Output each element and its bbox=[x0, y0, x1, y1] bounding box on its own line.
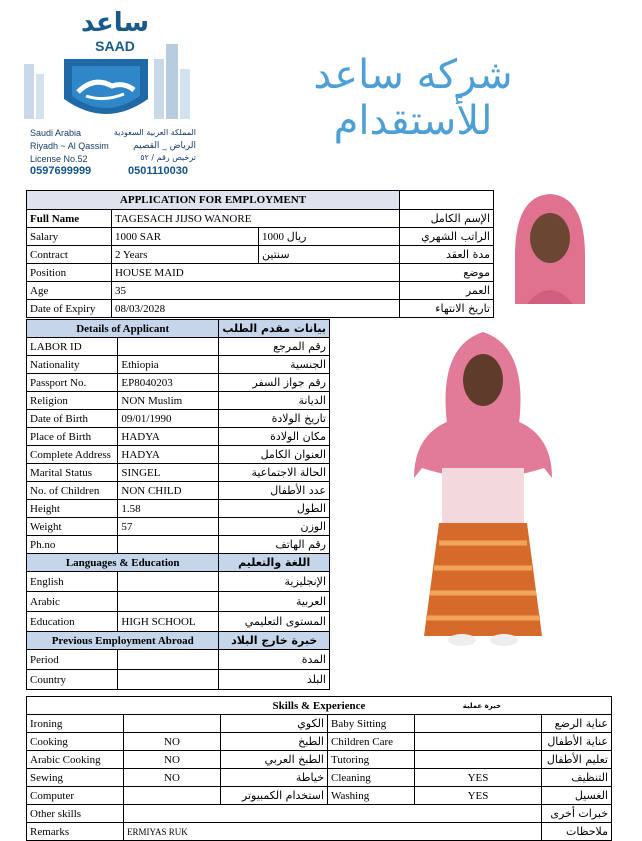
skill-label: Ironing bbox=[27, 715, 124, 733]
skill-row bbox=[27, 733, 612, 751]
detail-label: Ph.no bbox=[27, 536, 118, 554]
row-full-name bbox=[27, 210, 494, 228]
skill-value bbox=[415, 733, 542, 751]
skill-value bbox=[415, 715, 542, 733]
detail-label-ar: الطول bbox=[219, 500, 330, 518]
detail-label-ar: رقم جواز السفر bbox=[219, 374, 330, 392]
detail-row bbox=[27, 464, 330, 482]
languages-header: Languages & Education bbox=[27, 554, 219, 572]
value-salary-ar: 1000 ريال bbox=[259, 228, 400, 246]
label-contract-ar: مدة العقد bbox=[400, 246, 494, 264]
detail-row bbox=[27, 500, 330, 518]
previous-employment-header-ar: خبرة خارج البلاد bbox=[219, 632, 330, 650]
language-label-ar: المستوى التعليمي bbox=[219, 612, 330, 632]
logo-country-ar: المملكة العربية السعودية bbox=[113, 128, 196, 137]
detail-row bbox=[27, 338, 330, 356]
value-salary: 1000 SAR bbox=[112, 228, 259, 246]
detail-value: 09/01/1990 bbox=[118, 410, 219, 428]
detail-label: LABOR ID bbox=[27, 338, 118, 356]
skill-value: YES bbox=[415, 769, 542, 787]
skill-label-ar: عناية الرضع bbox=[542, 715, 612, 733]
value-contract-ar: سنتين bbox=[259, 246, 400, 264]
remarks-label: Remarks bbox=[27, 823, 124, 841]
logo-city-ar: الرياض _ القصيم bbox=[133, 141, 196, 151]
logo-name-ar: ساعد bbox=[80, 8, 150, 38]
other-skills-label-ar: خبرات أخرى bbox=[542, 805, 612, 823]
logo-city-en: Riyadh ~ Al Qassim bbox=[30, 141, 109, 151]
previous-label-ar: المدة bbox=[219, 650, 330, 670]
row-position bbox=[27, 264, 494, 282]
label-age-ar: العمر bbox=[400, 282, 494, 300]
detail-label: Weight bbox=[27, 518, 118, 536]
logo-phone-1: 0597699999 bbox=[30, 165, 92, 177]
previous-employment-header: Previous Employment Abroad bbox=[27, 632, 219, 650]
previous-label-ar: البلد bbox=[219, 670, 330, 690]
detail-value: 1.58 bbox=[118, 500, 219, 518]
detail-label: Passport No. bbox=[27, 374, 118, 392]
detail-label: Place of Birth bbox=[27, 428, 118, 446]
applicant-photo-full bbox=[354, 318, 612, 694]
detail-value bbox=[118, 536, 219, 554]
detail-label-ar: العنوان الكامل bbox=[219, 446, 330, 464]
skill-label: Washing bbox=[328, 787, 415, 805]
label-age: Age bbox=[27, 282, 112, 300]
skill-label: Computer bbox=[27, 787, 124, 805]
application-header-table bbox=[26, 190, 494, 318]
skill-value bbox=[415, 751, 542, 769]
details-header: Details of Applicant bbox=[27, 320, 219, 338]
skill-label: Sewing bbox=[27, 769, 124, 787]
detail-value: HADYA bbox=[118, 446, 219, 464]
skill-row bbox=[27, 787, 612, 805]
detail-label: No. of Children bbox=[27, 482, 118, 500]
detail-label-ar: الجنسية bbox=[219, 356, 330, 374]
label-contract: Contract bbox=[27, 246, 112, 264]
skill-value: NO bbox=[124, 769, 221, 787]
language-value bbox=[118, 592, 219, 612]
skill-label-ar: التنظيف bbox=[542, 769, 612, 787]
language-row bbox=[27, 572, 330, 592]
detail-label-ar: الوزن bbox=[219, 518, 330, 536]
skill-value: YES bbox=[415, 787, 542, 805]
language-value: HIGH SCHOOL bbox=[118, 612, 219, 632]
previous-label: Period bbox=[27, 650, 118, 670]
detail-row bbox=[27, 518, 330, 536]
skill-value: NO bbox=[124, 751, 221, 769]
other-skills-value bbox=[124, 805, 542, 823]
skill-label-ar: تعليم الأطفال bbox=[542, 751, 612, 769]
skill-label-ar: الكوي bbox=[221, 715, 328, 733]
detail-value: SINGEL bbox=[118, 464, 219, 482]
previous-value bbox=[118, 670, 219, 690]
label-expiry: Date of Expiry bbox=[27, 300, 112, 318]
skill-row bbox=[27, 715, 612, 733]
detail-row bbox=[27, 410, 330, 428]
value-full-name: TAGESACH JIJSO WANORE bbox=[112, 210, 400, 228]
detail-label-ar: مكان الولادة bbox=[219, 428, 330, 446]
skill-row bbox=[27, 751, 612, 769]
skills-header-cell bbox=[27, 697, 612, 715]
skill-label-ar: استخدام الكمبيوتر bbox=[221, 787, 328, 805]
detail-row bbox=[27, 536, 330, 554]
detail-label-ar: تاريخ الولادة bbox=[219, 410, 330, 428]
row-salary bbox=[27, 228, 494, 246]
skill-label: Arabic Cooking bbox=[27, 751, 124, 769]
value-contract: 2 Years bbox=[112, 246, 259, 264]
detail-row bbox=[27, 428, 330, 446]
detail-row bbox=[27, 374, 330, 392]
remarks-value: ERMIYAS RUK bbox=[124, 823, 542, 841]
skill-label: Baby Sitting bbox=[328, 715, 415, 733]
skill-label-ar: الغسيل bbox=[542, 787, 612, 805]
label-position: Position bbox=[27, 264, 112, 282]
label-salary: Salary bbox=[27, 228, 112, 246]
languages-header-ar: اللغة والتعليم bbox=[219, 554, 330, 572]
previous-row bbox=[27, 670, 330, 690]
skills-header-ar: خبرة عملية bbox=[462, 702, 501, 710]
detail-value: NON Muslim bbox=[118, 392, 219, 410]
language-label: Arabic bbox=[27, 592, 118, 612]
skill-label: Cooking bbox=[27, 733, 124, 751]
logo-license-ar: ترخيص رقم / ٥٢ bbox=[140, 153, 196, 162]
detail-value: Ethiopia bbox=[118, 356, 219, 374]
skill-row bbox=[27, 769, 612, 787]
label-position-ar: موضع bbox=[400, 264, 494, 282]
detail-row bbox=[27, 446, 330, 464]
details-header-ar: بيانات مقدم الطلب bbox=[219, 320, 330, 338]
detail-value bbox=[118, 338, 219, 356]
detail-label-ar: عدد الأطفال bbox=[219, 482, 330, 500]
skill-label-ar: الطبخ bbox=[221, 733, 328, 751]
label-full-name: Full Name bbox=[27, 210, 112, 228]
language-row bbox=[27, 592, 330, 612]
value-position: HOUSE MAID bbox=[112, 264, 400, 282]
detail-value: NON CHILD bbox=[118, 482, 219, 500]
value-expiry: 08/03/2028 bbox=[112, 300, 400, 318]
details-table bbox=[26, 319, 330, 690]
detail-label: Date of Birth bbox=[27, 410, 118, 428]
company-name-ar: شركه ساعد للأستقدام bbox=[313, 52, 513, 144]
detail-row bbox=[27, 482, 330, 500]
detail-label: Nationality bbox=[27, 356, 118, 374]
label-expiry-ar: تاريخ الانتهاء bbox=[400, 300, 494, 318]
detail-label-ar: الحالة الاجتماعية bbox=[219, 464, 330, 482]
detail-label-ar: الديانة bbox=[219, 392, 330, 410]
detail-row bbox=[27, 356, 330, 374]
language-row bbox=[27, 612, 330, 632]
detail-value: 57 bbox=[118, 518, 219, 536]
language-label: English bbox=[27, 572, 118, 592]
row-age bbox=[27, 282, 494, 300]
remarks-row bbox=[27, 823, 612, 841]
detail-value: HADYA bbox=[118, 428, 219, 446]
logo-country-en: Saudi Arabia bbox=[30, 128, 82, 138]
detail-label: Religion bbox=[27, 392, 118, 410]
skill-label-ar: خياطة bbox=[221, 769, 328, 787]
remarks-label-ar: ملاحظات bbox=[542, 823, 612, 841]
skill-label: Tutoring bbox=[328, 751, 415, 769]
logo-phone-2: 0501110030 bbox=[128, 165, 188, 177]
label-salary-ar: الراتب الشهري bbox=[400, 228, 494, 246]
detail-row bbox=[27, 392, 330, 410]
detail-label: Complete Address bbox=[27, 446, 118, 464]
language-label-ar: الإنجليزية bbox=[219, 572, 330, 592]
other-skills-row bbox=[27, 805, 612, 823]
skills-table bbox=[26, 696, 612, 841]
skill-value bbox=[124, 715, 221, 733]
skills-header: Skills & Experience bbox=[272, 699, 366, 712]
detail-label: Marital Status bbox=[27, 464, 118, 482]
value-age: 35 bbox=[112, 282, 400, 300]
skill-value: NO bbox=[124, 733, 221, 751]
previous-value bbox=[118, 650, 219, 670]
row-contract bbox=[27, 246, 494, 264]
language-label: Education bbox=[27, 612, 118, 632]
language-value bbox=[118, 572, 219, 592]
skill-label-ar: عناية الأطفال bbox=[542, 733, 612, 751]
other-skills-label: Other skills bbox=[27, 805, 124, 823]
skill-label-ar: الطبخ العربي bbox=[221, 751, 328, 769]
label-full-name-ar: الإسم الكامل bbox=[400, 210, 494, 228]
logo-name-en: SAAD bbox=[95, 38, 135, 54]
detail-label-ar: رقم المرجع bbox=[219, 338, 330, 356]
detail-value: EP8040203 bbox=[118, 374, 219, 392]
detail-label: Height bbox=[27, 500, 118, 518]
previous-label: Country bbox=[27, 670, 118, 690]
applicant-photo-small bbox=[497, 186, 603, 304]
logo-license-en: License No.52 bbox=[30, 154, 88, 164]
skill-value bbox=[124, 787, 221, 805]
form-title: APPLICATION FOR EMPLOYMENT bbox=[27, 191, 400, 210]
previous-row bbox=[27, 650, 330, 670]
detail-label-ar: رقم الهاتف bbox=[219, 536, 330, 554]
skill-label: Cleaning bbox=[328, 769, 415, 787]
row-expiry bbox=[27, 300, 494, 318]
language-label-ar: العربية bbox=[219, 592, 330, 612]
skill-label: Children Care bbox=[328, 733, 415, 751]
